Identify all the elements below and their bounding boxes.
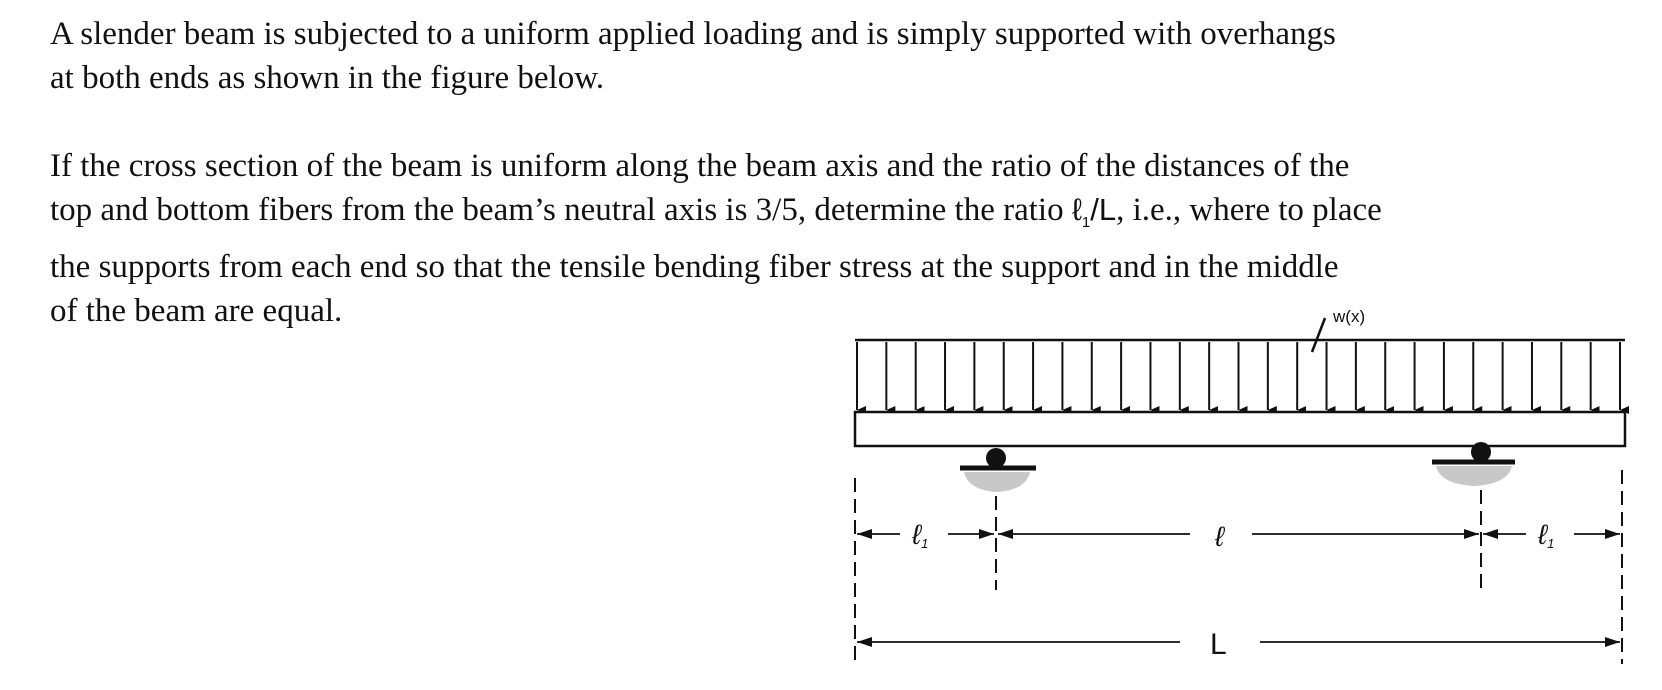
dim-span (998, 521, 1479, 552)
ratio-denominator: /L (1090, 192, 1117, 227)
ratio-symbol: ℓ (1071, 192, 1082, 227)
p2-line-4: of the beam are equal. (50, 293, 343, 330)
dim-total-length (857, 628, 1620, 661)
left-support (960, 448, 1036, 492)
dim-right-overhang-label (1537, 519, 1554, 551)
extension-lines (855, 470, 1622, 664)
right-support-base (1436, 466, 1512, 486)
beam (855, 412, 1625, 446)
right-support (1432, 442, 1515, 486)
p2-line-1: If the cross section of the beam is uniform along the beam axis and the ratio of the distances of the (50, 148, 1350, 184)
load-label: w(x) (1333, 307, 1366, 326)
right-support-roller (1471, 442, 1491, 462)
dim-right-overhang (1483, 519, 1620, 551)
dim-span-label: ℓ (1215, 521, 1225, 552)
dim-left-overhang-subscript: 1 (921, 536, 929, 551)
left-support-roller (986, 448, 1006, 468)
dim-left-overhang-label (911, 519, 928, 551)
dim-right-overhang-symbol: ℓ (1538, 519, 1548, 550)
p2-line-2-text: top and bottom fibers from the beam’s neutral axis is 3/5, determine the ratio (50, 192, 1064, 228)
dim-left-overhang (857, 519, 994, 551)
ratio-subscript: 1 (1081, 214, 1091, 232)
load-arrows (857, 342, 1620, 410)
p2-line-2-tail: , i.e., where to place (1116, 192, 1382, 228)
load-leader-line (1312, 318, 1325, 352)
dim-right-overhang-subscript: 1 (1547, 536, 1555, 551)
p2-line-3: the supports from each end so that the tensile bending fiber stress at the support and in the middle (50, 249, 1339, 286)
dim-left-overhang-symbol: ℓ (912, 519, 922, 550)
distributed-load (855, 307, 1625, 410)
dim-total-length-label: L (1210, 628, 1227, 661)
left-support-base (964, 472, 1030, 492)
p1-line-1: A slender beam is subjected to a uniform applied loading and is simply supported with overhangs (50, 16, 1336, 52)
p1-line-2: at both ends as shown in the figure below. (50, 60, 605, 96)
